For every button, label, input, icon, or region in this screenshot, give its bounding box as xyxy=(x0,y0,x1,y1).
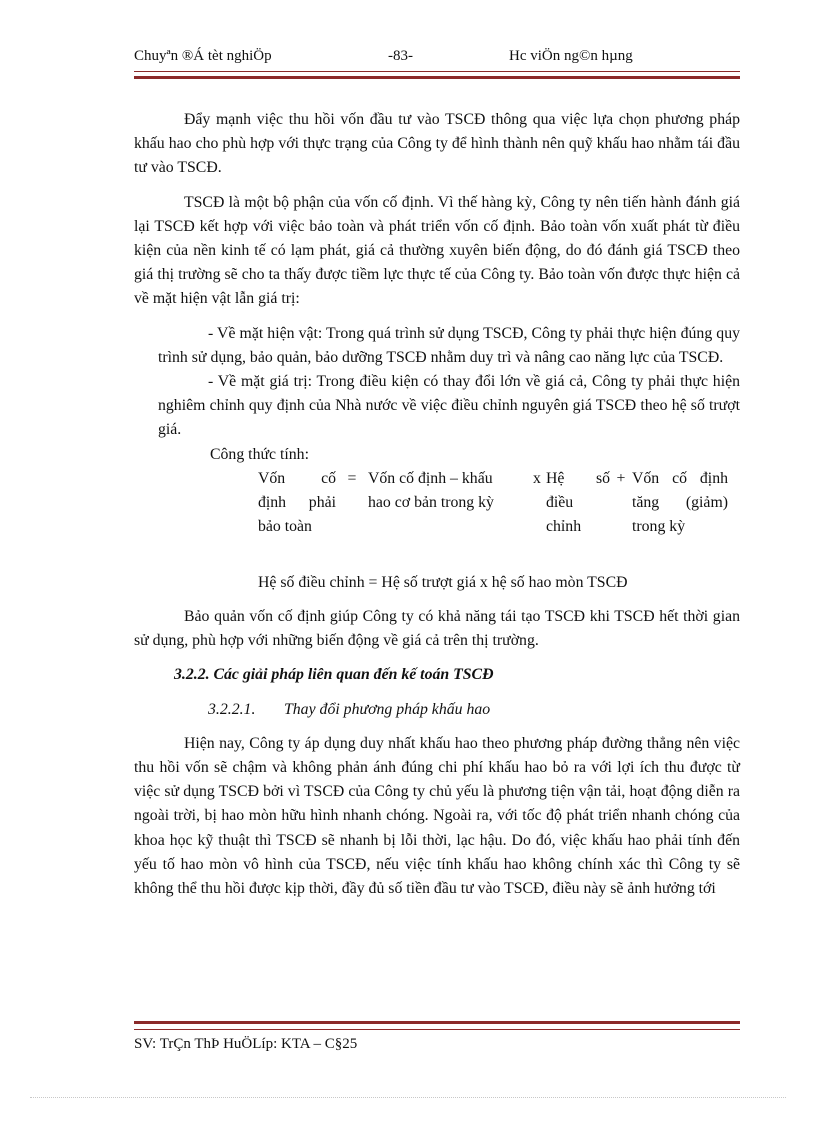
bullet-physical-aspect: - Về mặt hiện vật: Trong quá trình sử dụng TSCĐ, Công ty phải thực hiện đúng quy trình sử dụng, bảo quản, bảo dưỡng TSCĐ nhằm duy trì và nâng cao năng lực của TSCĐ. xyxy=(158,324,740,366)
formula-term-change-line2: tăng (giảm) xyxy=(632,493,728,511)
page-footer: SV: TrÇn ThÞ HuÖLíp: KTA – C§25 xyxy=(134,1036,358,1052)
formula-term-change: Vốn cố định xyxy=(632,469,728,487)
formula-label: Công thức tính: xyxy=(210,445,309,463)
section-heading-3-2-2: 3.2.2. Các giải pháp liên quan đến kế toán TSCĐ xyxy=(174,666,494,684)
formula-term-coefficient: Hệ số xyxy=(546,469,610,487)
paragraph-depreciation-method: Hiện nay, Công ty áp dụng duy nhất khấu hao theo phương pháp đường thẳng nên việc thu hồi vốn sẽ chậm và không phản ánh đúng chi phí khấu hao bỏ ra với lợi ích thu được từ việc sử dụng TSCĐ bởi vì TSCĐ của Công ty chủ yếu là phương tiện vận tải, hoạt động diễn ra ngoài trời, bị hao mòn hữu hình nhanh chóng. Ngoài ra, với tốc độ phát triển nhanh chóng của khoa học kỹ thuật thì TSCĐ sẽ nhanh bị lỗi thời, lạc hậu. Do đó, việc khấu hao phải tính đến yếu tố hao mòn vô hình của TSCĐ, nếu việc tính khấu hao không chính xác thì Công ty sẽ không thể thu hồi được kịp thời, đầy đủ số tiền đầu tư vào TSCĐ, điều này sẽ ảnh hưởng tới xyxy=(134,734,740,898)
paragraph-capital-preservation: Bảo quản vốn cố định giúp Công ty có khả năng tái tạo TSCĐ khi TSCĐ hết thời gian sử dụng, phù hợp với những biến động về giá cả trên thị trường. xyxy=(134,608,740,650)
page-header xyxy=(134,48,740,68)
section-number: 3.2.2.1. xyxy=(208,700,256,718)
formula-term-net-capital: Vốn cố định – khấu xyxy=(368,469,493,487)
header-thesis-title: Chuyªn ®Á tèt nghiÖp xyxy=(134,48,272,64)
document-body xyxy=(134,108,740,911)
formula-term-coefficient-line2: điều xyxy=(546,493,574,511)
page-boundary xyxy=(30,1097,786,1098)
capital-formula xyxy=(258,467,728,539)
formula-equals: = xyxy=(347,469,357,487)
formula-term-net-capital-line2: hao cơ bản trong kỳ xyxy=(368,493,494,511)
footer-rule xyxy=(134,1021,740,1030)
header-rule xyxy=(134,71,740,79)
formula-term-capital-line2: định phải xyxy=(258,493,336,511)
bullet-value-aspect: - Về mặt giá trị: Trong điều kiện có thay đổi lớn về giá cả, Công ty phải thực hiện nghiêm chỉnh quy định của Nhà nước về việc điều chỉnh nguyên giá TSCĐ theo hệ số trượt giá. xyxy=(158,373,740,439)
header-page-number: -83- xyxy=(388,48,413,64)
section-heading-3-2-2-1 xyxy=(208,698,740,722)
formula-term-capital-line3: bảo toàn xyxy=(258,517,312,535)
adjustment-coefficient-equation: Hệ số điều chỉnh = Hệ số trượt giá x hệ số hao mòn TSCĐ xyxy=(258,573,628,591)
paragraph-fixed-asset-revaluation: TSCĐ là một bộ phận của vốn cố định. Vì thế hàng kỳ, Công ty nên tiến hành đánh giá lại TSCĐ kết hợp với việc bảo toàn và phát triển vốn cố định. Bảo toàn vốn xuất phát từ điều kiện của nền kinh tế có lạm phát, giá cả thường xuyên biến động, do đó đánh giá TSCĐ theo giá thị trường sẽ cho ta thấy được tiềm lực thực tế của Công ty. Bảo toàn vốn được thực hiện cả về mặt hiện vật lẫn giá trị: xyxy=(134,193,740,308)
formula-plus: + xyxy=(616,469,626,487)
formula-term-capital: Vốn cố xyxy=(258,469,336,487)
formula-term-coefficient-line3: chỉnh xyxy=(546,517,582,535)
formula-times: x xyxy=(533,469,541,487)
section-title: Thay đổi phương pháp khấu hao xyxy=(284,700,491,718)
header-institution: Hc viÖn ng©n hµng xyxy=(509,48,633,64)
formula-term-change-line3: trong kỳ xyxy=(632,517,686,535)
paragraph-capital-recovery: Đẩy mạnh việc thu hồi vốn đầu tư vào TSCĐ thông qua việc lựa chọn phương pháp khấu hao cho phù hợp với thực trạng của Công ty để hình thành nên quỹ khấu hao nhằm tái đầu tư vào TSCĐ. xyxy=(134,111,740,177)
